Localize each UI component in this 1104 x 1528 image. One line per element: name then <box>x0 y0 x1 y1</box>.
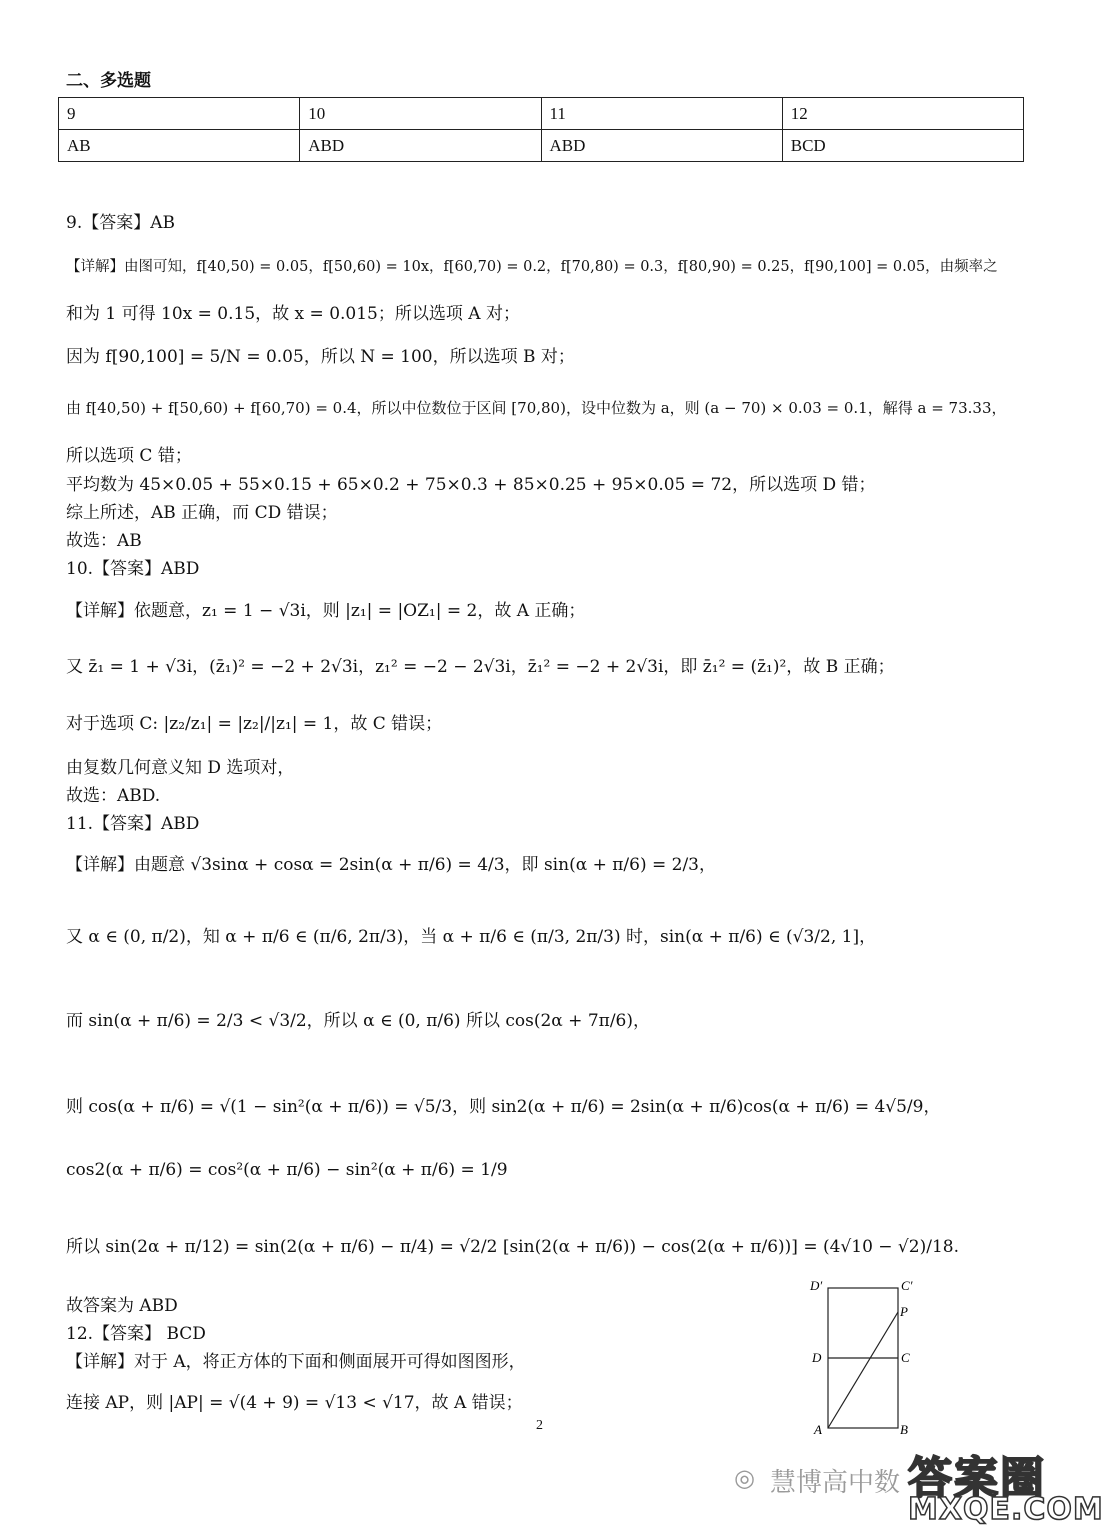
solution-line-q9-l8: 故选：AB <box>66 531 142 551</box>
solution-line-q9-answer: 9.【答案】AB <box>66 213 175 233</box>
label-d-prime: D′ <box>810 1278 823 1293</box>
solution-line-q9-l6: 平均数为 45×0.05 + 55×0.15 + 65×0.2 + 75×0.3 + 85×0.25 + 95×0.05 = 72，所以选项 D 错； <box>66 475 876 495</box>
cube-net-figure <box>808 1276 918 1436</box>
solution-line-q11-l4: 则 cos(α + π/6) = √(1 − sin²(α + π/6)) = √5/3，则 sin2(α + π/6) = 2sin(α + π/6)cos(α + π/6) = 4√5/9， <box>66 1097 941 1117</box>
table-cell-answer: ABD <box>300 130 541 162</box>
label-c-prime: C′ <box>901 1278 913 1293</box>
solution-line-q10-l5: 故选：ABD. <box>66 786 161 806</box>
solution-line-q10-l4: 由复数几何意义知 D 选项对， <box>66 758 295 778</box>
solution-line-q9-l5: 所以选项 C 错； <box>66 446 192 466</box>
table-cell-number: 9 <box>59 98 300 130</box>
segment-ap <box>828 1312 898 1428</box>
answer-table <box>58 97 1024 162</box>
label-p: P <box>900 1304 908 1319</box>
solution-line-q9-l2: 和为 1 可得 10x = 0.15，故 x = 0.015；所以选项 A 对； <box>66 304 520 324</box>
label-d: D <box>812 1350 822 1365</box>
watermark-badge: 答案圈 <box>908 1453 1046 1504</box>
watermark-account: 慧博高中数 <box>770 1468 901 1498</box>
watermark-site: MXQE.COM <box>908 1492 1104 1527</box>
wechat-icon: ◎ <box>734 1464 755 1492</box>
solution-line-q9-l7: 综上所述，AB 正确，而 CD 错误； <box>66 503 338 523</box>
solution-line-q12-l2: 连接 AP，则 |AP| = √(4 + 9) = √13 < √17，故 A 错误； <box>66 1393 523 1413</box>
solution-line-q11-l7: 故答案为 ABD <box>66 1296 178 1316</box>
solution-line-q10-answer: 10.【答案】ABD <box>66 559 200 579</box>
solution-line-q12-l1: 【详解】对于 A，将正方体的下面和侧面展开可得如图图形， <box>66 1352 526 1372</box>
solution-line-q12-answer: 12.【答案】 BCD <box>66 1324 206 1344</box>
watermark <box>730 1440 1104 1528</box>
solution-line-q11-l1: 【详解】由题意 √3sinα + cosα = 2sin(α + π/6) = 4/3，即 sin(α + π/6) = 2/3， <box>66 855 716 875</box>
solution-line-q10-l2: 又 z̄₁ = 1 + √3i，(z̄₁)² = −2 + 2√3i，z₁² = −2 − 2√3i，z̄₁² = −2 + 2√3i，即 z̄₁² = (z̄₁)²，故 B 正确； <box>66 657 895 677</box>
label-b: B <box>900 1422 908 1437</box>
label-a: A <box>814 1422 822 1437</box>
solution-line-q11-l2: 又 α ∈ (0, π/2)，知 α + π/6 ∈ (π/6, 2π/3)，当 α + π/6 ∈ (π/3, 2π/3) 时，sin(α + π/6) ∈ (√3/2, 1]， <box>66 927 877 947</box>
solution-line-q10-l1: 【详解】依题意，z₁ = 1 − √3i，则 |z₁| = |OZ₁| = 2，故 A 正确； <box>66 601 586 621</box>
solution-line-q9-l1: 【详解】由图可知，f[40,50) = 0.05，f[50,60) = 10x，f[60,70) = 0.2，f[70,80) = 0.3，f[80,90) = 0.25，f[90,100] = 0.05，由频率之 <box>66 259 998 275</box>
page-number: 2 <box>536 1418 543 1433</box>
solution-line-q9-l4: 由 f[40,50) + f[50,60) + f[60,70) = 0.4，所以中位数位于区间 [70,80)，设中位数为 a，则 (a − 70) × 0.03 = 0.1，解得 a = 73.33， <box>66 399 1007 417</box>
label-c: C <box>901 1350 910 1365</box>
table-cell-number: 11 <box>541 98 782 130</box>
answer-table-answer-row <box>59 130 1024 162</box>
solution-line-q10-l3: 对于选项 C: |z₂/z₁| = |z₂|/|z₁| = 1，故 C 错误； <box>66 714 443 734</box>
table-cell-answer: BCD <box>782 130 1023 162</box>
answer-table-number-row <box>59 98 1024 130</box>
solution-line-q11-l3: 而 sin(α + π/6) = 2/3 < √3/2，所以 α ∈ (0, π/6) 所以 cos(2α + 7π/6)， <box>66 1011 650 1031</box>
table-cell-number: 10 <box>300 98 541 130</box>
solution-line-q11-answer: 11.【答案】ABD <box>66 814 200 834</box>
table-cell-answer: ABD <box>541 130 782 162</box>
table-cell-number: 12 <box>782 98 1023 130</box>
solution-line-q9-l3: 因为 f[90,100] = 5/N = 0.05，所以 N = 100，所以选项 B 对； <box>66 347 575 367</box>
solution-line-q11-l6: 所以 sin(2α + π/12) = sin(2(α + π/6) − π/4) = √2/2 [sin(2(α + π/6)) − cos(2(α + π/6))] = (4√10 − √2)/18. <box>66 1237 959 1257</box>
solution-line-q11-l5: cos2(α + π/6) = cos²(α + π/6) − sin²(α + π/6) = 1/9 <box>66 1160 508 1180</box>
table-cell-answer: AB <box>59 130 300 162</box>
section-title: 二、多选题 <box>66 71 151 91</box>
